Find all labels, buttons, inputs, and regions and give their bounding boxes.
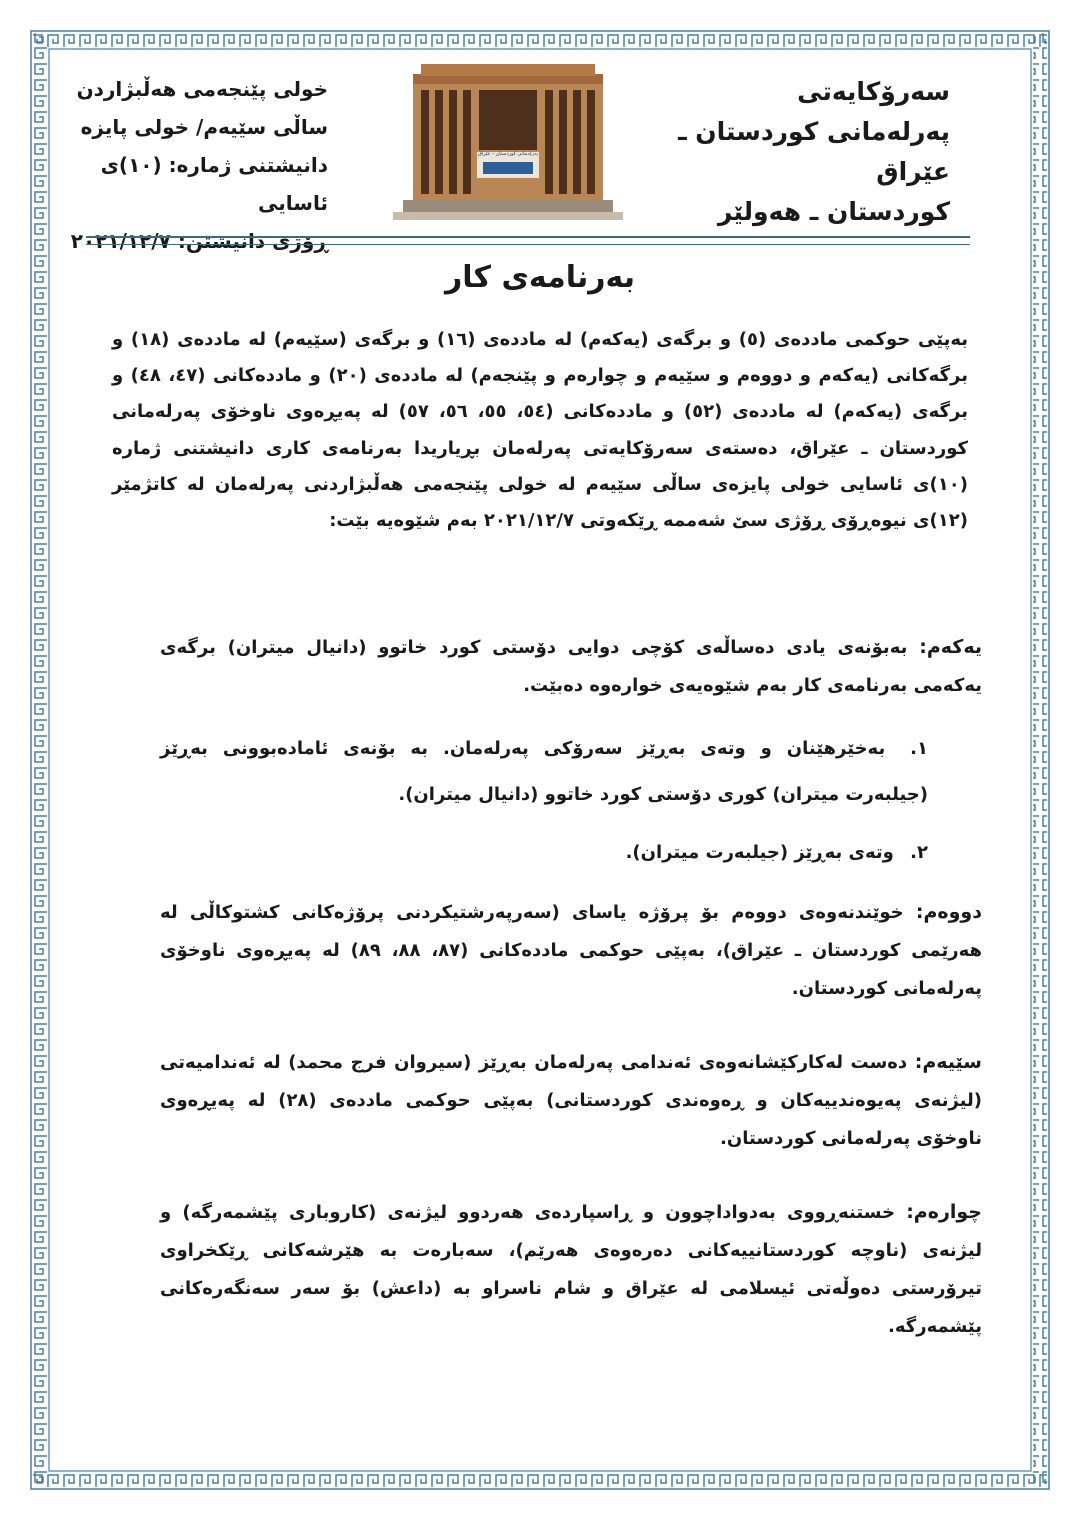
agenda-item-label: یەکەم: — [919, 636, 982, 658]
agenda-item-text: خستنەڕووی بەدواداچوون و ڕاسپاردەی هەردوو لیژنەی (کاروباری پێشمەرگە) و لیژنەی (ناوچە کوردستانییەکانی دەرەوەی هەرێم)، سەبارەت بە هێرشەکانی ڕێکخراوی تیرۆرستی دەوڵەتی ئیسلامی لە عێراق و شام ناسراو بە (داعش) بۆ سەر سەنگەرەکانی پێشمەرگە. — [160, 1202, 982, 1337]
header-line-parliament: پەرلەمانی کوردستان ـ عێراق — [678, 117, 950, 186]
session-date: ڕۆژی دانیشتن: ٢٠٢١/١٢/٧ — [70, 229, 328, 253]
header-line-presidency: سەرۆکایەتی — [797, 77, 950, 106]
agenda-item-4 — [160, 1193, 982, 1346]
subitem-text: بەخێرهێنان و وتەی بەڕێز سەرۆکی پەرلەمان. بە بۆنەی ئامادەبوونی بەڕێز (جیلبەرت میتران) کوری دۆستی کورد خاتوو (دانیال میتران). — [160, 738, 928, 805]
session-term: خولی پێنجەمی هەڵبژاردن — [76, 77, 328, 101]
agenda-item-2 — [160, 893, 982, 1008]
session-info-header — [68, 70, 328, 260]
document-title: بەرنامەی کار — [445, 260, 635, 295]
agenda-subitem — [160, 726, 928, 818]
agenda-item-text: بەبۆنەی یادی دەساڵەی کۆچی دوایی دۆستی کورد خاتوو (دانیال میتران) برگەی یەکەمی بەرنامەی کار بەم شێوەیەی خوارەوە دەبێت. — [160, 637, 982, 696]
subitem-number: ١. — [910, 738, 928, 759]
subitem-number: ٢. — [910, 842, 928, 863]
agenda-item-text: دەست لەکارکێشانەوەی ئەندامی پەرلەمان بەڕێز (سیروان فرج محمد) لە ئەندامیەتی (لیژنەی پەیوەندییەکان و ڕەوەندی کوردستانی) بەپێی حوکمی ماددەی (٢٨) لە پەیڕەوی ناوخۆی پەرلەمانی کوردستان. — [160, 1052, 982, 1149]
agenda-item-label: چوارەم: — [906, 1201, 982, 1223]
agenda-item-label: دووەم: — [915, 901, 982, 923]
agenda-item-1 — [160, 628, 982, 705]
agenda-item-text: خوێندنەوەی دووەم بۆ پرۆژە یاسای (سەرپەرشتیکردنی پرۆژەکانی کشتوکاڵی لە هەرێمی کوردستان ـ عێراق)، بەپێی حوکمی ماددەکانی (٨٧، ٨٨، ٨٩) لە پەیڕەوی ناوخۆی پەرلەمانی کوردستان. — [160, 902, 983, 999]
session-number: دانیشتنی ژمارە: (١٠)ی ئاسایی — [100, 153, 328, 215]
subitem-text: وتەی بەڕێز (جیلبەرت میتران). — [625, 842, 894, 863]
intro-paragraph: بەپێی حوکمی ماددەی (٥) و برگەی (یەکەم) لە ماددەی (١٦) و برگەی (سێیەم) لە ماددەی (١٨) و برگەکانی (یەکەم و دووەم و سێیەم و چوارەم و پێنجەم) لە ماددەی (٢٠) و ماددەکانی (٤٧، ٤٨) و برگەی (یەکەم) لە ماددەی (٥٢) و ماددەکانی (٥٤، ٥٥، ٥٦، ٥٧) لە پەیڕەوی ناوخۆی پەرلەمانی کوردستان ـ عێراق، دەستەی سەرۆکایەتی پەرلەمان بڕیاریدا بەرنامەی کاری دانیشتنی ژمارە (١٠)ی ئاسایی خولی پایزەی ساڵی سێیەم لە خولی پێنجەمی هەڵبژاردنی پەرلەمان لە کاتژمێر (١٢)ی نیوەڕۆی ڕۆژی سێ شەممە ڕێکەوتی ٢٠٢١/١٢/٧ بەم شێوەیە بێت: — [112, 329, 968, 532]
agenda-item-3 — [160, 1043, 982, 1158]
header-divider — [86, 236, 970, 245]
session-year: ساڵی سێیەم/ خولی پایزە — [80, 115, 328, 139]
agenda-item-label: سێیەم: — [914, 1051, 982, 1073]
parliament-building-image — [393, 60, 623, 220]
institution-header — [650, 72, 950, 232]
header-line-location: کوردستان ـ هەولێر — [717, 197, 950, 226]
agenda-subitem — [160, 830, 928, 876]
building-sign-text: پەرلەمانی کوردستان - عێراق — [477, 151, 539, 157]
